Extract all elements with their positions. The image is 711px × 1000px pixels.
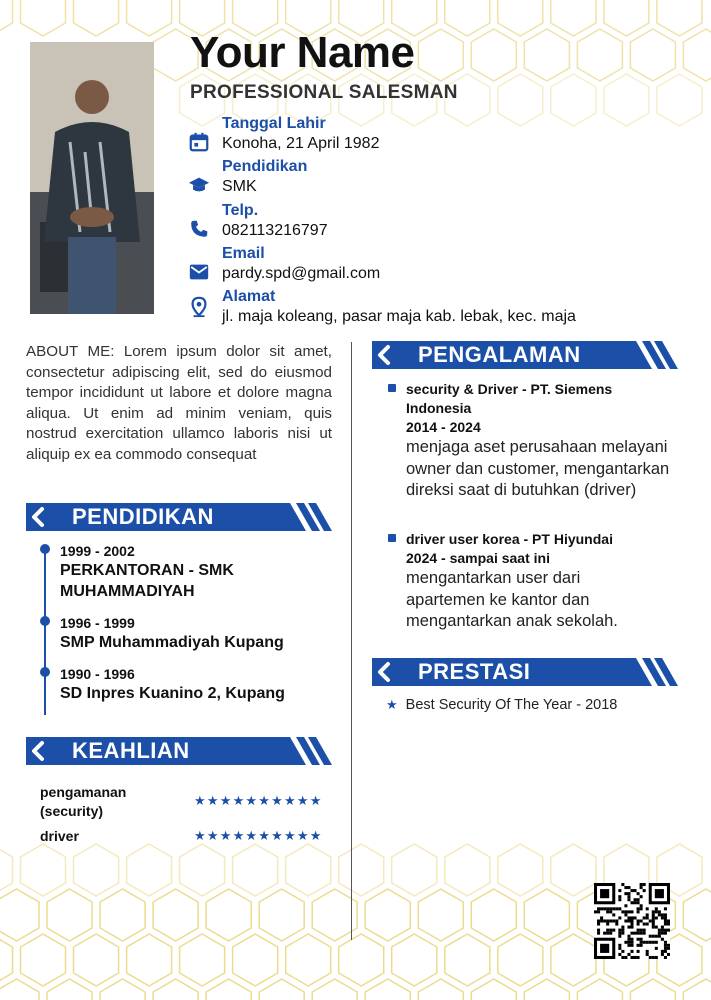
location-pin-icon [188,296,210,318]
hexagon-shape [21,0,66,36]
contact-label: Telp. [222,202,259,219]
hexagon-shape [392,844,437,896]
hexagon-shape [47,979,92,1000]
hexagon-shape [127,844,172,896]
hexagon-shape [392,934,437,986]
contact-value: jl. maja koleang, pasar maja kab. lebak, kec. maja [222,308,576,325]
section-heading: PRESTASI [418,659,531,684]
education-item [60,614,330,653]
hexagon-shape [471,29,516,81]
hexagon-shape [604,0,649,36]
education-school: SD Inpres Kuanino 2, Kupang [60,685,285,702]
hexagon-shape [233,844,278,896]
experience-description: mengantarkan user dari apartemen ke kantor dan mengantarkan anak sekolah. [406,569,618,630]
skill-name: driver [40,828,79,844]
hexagon-shape [551,934,596,986]
hexagon-shape [630,979,675,1000]
hexagon-shape [180,844,225,896]
hexagon-shape [206,979,251,1000]
hexagon-shape [365,979,410,1000]
hexagon-shape [286,934,331,986]
hexagon-shape [127,934,172,986]
skill-rating: ★★★★★★★★★★ [194,828,323,843]
section-heading: PENGALAMAN [418,342,581,367]
contact-label: Tanggal Lahir [222,115,326,132]
full-name: Your Name [190,28,415,77]
person-figure [30,42,154,314]
achievement-item [386,697,617,713]
experience-period: 2024 - sampai saat ini [406,550,550,566]
hexagon-shape [498,74,543,126]
hexagon-shape [551,0,596,36]
timeline-dot [40,616,50,626]
contact-label: Email [222,245,265,262]
hexagon-shape [312,979,357,1000]
phone-icon [188,218,210,240]
hexagon-shape [0,934,13,986]
education-item [60,542,330,602]
hexagon-shape [471,979,516,1000]
contact-value: Konoha, 21 April 1982 [222,135,380,152]
education-years: 1999 - 2002 [60,543,135,559]
hexagon-shape [47,889,92,941]
hexagon-shape [577,979,622,1000]
hexagon-shape [286,844,331,896]
hexagon-shape [657,74,702,126]
hexagon-shape [551,844,596,896]
calendar-icon [188,131,210,153]
hexagon-shape [418,889,463,941]
hexagon-shape [524,979,569,1000]
hexagon-shape [524,889,569,941]
hexagon-shape [21,934,66,986]
experience-banner [372,341,678,369]
skill-rating: ★★★★★★★★★★ [194,793,323,808]
hexagon-shape [259,889,304,941]
experience-period: 2014 - 2024 [406,419,481,435]
hexagon-shape [577,29,622,81]
hexagon-shape [0,0,13,36]
experience-description: menjaga aset perusahaan melayani owner dan customer, mengantarkan direksi saat di butuhkan (driver) [406,438,670,499]
mail-icon [188,261,210,283]
hexagon-shape [471,889,516,941]
hexagon-shape [418,979,463,1000]
hexagon-shape [339,844,384,896]
timeline-line [44,545,46,715]
experience-title: security & Driver - PT. Siemens Indonesia [406,381,613,416]
experience-title: driver user korea - PT Hiyundai [406,531,613,547]
hexagon-shape [365,889,410,941]
hexagon-shape [153,889,198,941]
hexagon-shape [180,934,225,986]
hexagon-shape [259,979,304,1000]
hexagon-shape [339,934,384,986]
hexagon-shape [498,0,543,36]
hexagon-shape [445,934,490,986]
hexagon-shape [0,889,39,941]
hexagon-shape [100,979,145,1000]
hexagon-shape [604,74,649,126]
skill-name: pengamanan (security) [40,784,127,819]
education-school: SMP Muhammadiyah Kupang [60,634,284,651]
hexagon-shape [657,0,702,36]
contact-value: 082113216797 [222,222,328,239]
education-banner [26,503,332,531]
profile-photo [30,42,154,314]
hexagon-shape [630,29,675,81]
hexagon-shape [74,844,119,896]
timeline-dot [40,544,50,554]
hexagon-shape [0,979,39,1000]
hexagon-shape [683,29,711,81]
hexagon-shape [498,934,543,986]
about-me: ABOUT ME: Lorem ipsum dolor sit amet, consectetur adipiscing elit, sed do eiusmod tempor incididunt ut labore et dolore magna aliqua. Ut enim ad minim veniam, quis nostrud exercitation ullamco laboris nisi ut aliquip ex ea commodo consequat [26,343,332,463]
achievement-text: Best Security Of The Year - 2018 [405,697,618,713]
education-school: PERKANTORAN - SMK MUHAMMADIYAH [60,562,234,600]
hexagon-shape [445,844,490,896]
bullet-icon [388,534,396,542]
experience-item [388,380,688,502]
job-title: PROFESSIONAL SALESMAN [190,82,458,103]
hexagon-shape [683,889,711,941]
hexagon-shape [100,889,145,941]
hexagon-shape [233,934,278,986]
experience-item [388,530,688,633]
hexagon-shape [153,979,198,1000]
hexagon-shape [127,0,172,36]
column-divider [351,342,352,940]
section-heading: KEAHLIAN [72,738,190,763]
hexagon-shape [21,844,66,896]
education-years: 1996 - 1999 [60,615,135,631]
hexagon-shape [445,0,490,36]
star-icon: ★ [386,697,398,712]
graduation-cap-icon [188,174,210,196]
section-heading: PENDIDIKAN [72,504,214,529]
timeline-dot [40,667,50,677]
hexagon-shape [418,29,463,81]
contact-label: Pendidikan [222,158,308,175]
qr-code[interactable] [594,883,670,959]
hexagon-shape [0,844,13,896]
achievements-banner [372,658,678,686]
contact-value: pardy.spd@gmail.com [222,265,381,282]
hexagon-shape [524,29,569,81]
hexagon-shape [206,889,251,941]
hexagon-shape [74,934,119,986]
contact-value: SMK [222,178,257,195]
hexagon-shape [498,844,543,896]
hexagon-shape [551,74,596,126]
hexagon-shape [74,0,119,36]
contact-label: Alamat [222,288,276,305]
education-years: 1990 - 1996 [60,666,135,682]
skills-banner [26,737,332,765]
education-item [60,665,330,704]
bullet-icon [388,384,396,392]
